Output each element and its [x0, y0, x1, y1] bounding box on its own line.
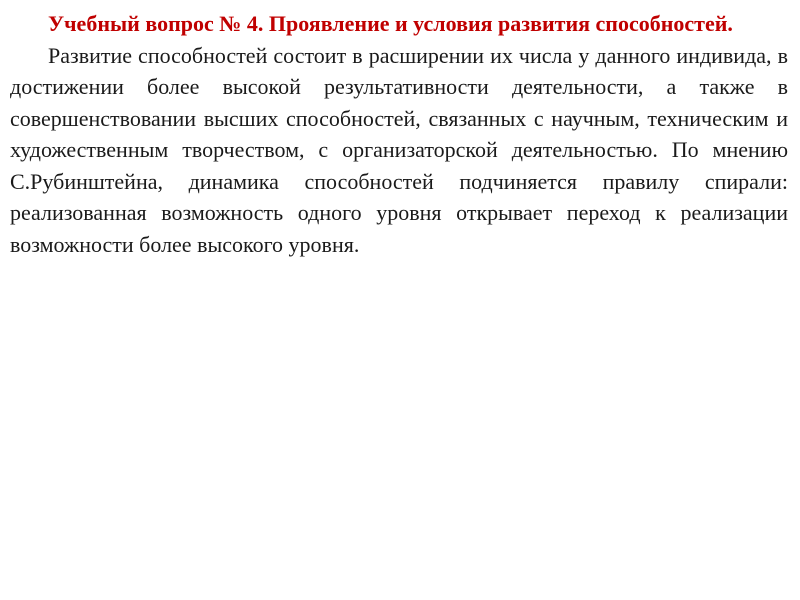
slide-content: [10, 8, 788, 260]
slide-body-paragraph: Развитие способностей состоит в расширении их числа у данного индивида, в достижении более высокой результативности деятельности, а также в совершенствовании высших способностей, связанных с научным, техническим и художественным творчеством, с организаторской деятельностью. По мнению С.Рубинштейна, динамика способностей подчиняется правилу спирали: реализованная возможность одного уровня открывает переход к реализации возможности более высокого уровня.: [10, 42, 788, 257]
slide-heading: Учебный вопрос № 4. Проявление и условия развития способностей.: [48, 11, 733, 36]
